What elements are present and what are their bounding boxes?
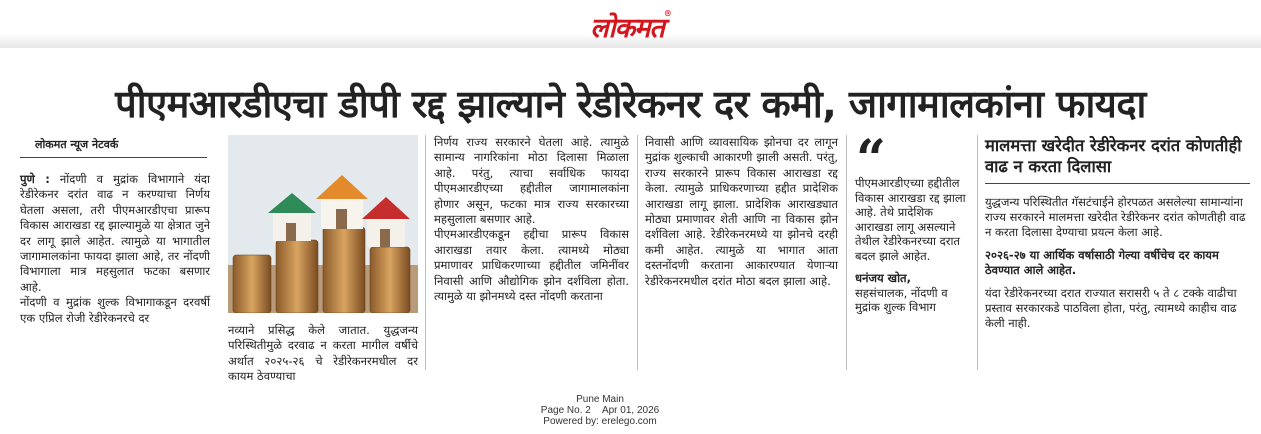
highlight-paragraph: २०२६-२७ या आर्थिक वर्षासाठी गेल्या वर्षीचेच दर कायम ठेवण्यात आले आहेत. xyxy=(985,248,1219,277)
sidebar-divider xyxy=(985,183,1250,184)
houses-on-coins-photo xyxy=(228,135,418,313)
article-column-3 xyxy=(434,135,629,304)
paragraph: पीएमआरडीएकडून हद्दीचा प्रारूप विकास आराखडा तयार केला. त्यामध्ये मोठ्या प्रमाणावर प्राधिकरणाच्या हद्दीतील जमिनींवर निवासी आणि औद्योगिक झोन दर्शविला होता. त्यामुळे या झोनमध्ये दस्त नोंदणी करताना xyxy=(434,227,629,304)
article-column-1 xyxy=(20,172,210,326)
powered-by: Powered by: erelego.com xyxy=(543,416,657,427)
paragraph: यंदा रेडीरेकनरच्या दरात राज्यात सरासरी ५ ते ८ टक्के वाढीचा प्रस्ताव सरकारकडे पाठविला होता, परंतु, त्यामध्ये काहीच वाढ केली नाही. xyxy=(985,286,1237,330)
column-divider xyxy=(425,135,426,370)
paragraph: निर्णय राज्य सरकारने घेतला आहे. त्यामुळे सामान्य नागरिकांना मोठा दिलासा मिळाला आहे. परंतु, त्याचा सर्वाधिक फायदा पीएमआरडीएच्या हद्दीतील जागामालकांना होणार असून, फटका मात्र राज्य सरकारच्या महसुलाला बसणार आहे. xyxy=(434,135,629,227)
quote-text: पीएमआरडीएच्या हद्दीतील विकास आराखडा रद्द झाला आहे. तेथे प्रादेशिक आराखडा लागू असल्याने तेथील रेडीरेकनरच्या दरात बदल झाले आहेत. xyxy=(855,176,966,263)
page-footer xyxy=(500,394,700,427)
quote-author: धनंजय खोत, xyxy=(855,271,911,285)
paragraph: नव्याने प्रसिद्ध केले जातात. युद्धजन्य परिस्थितीमुळे दरवाढ न करता मागील वर्षीचे अर्थात २०२५-२६ चे रेडीरेकनरमधील दर कायम ठेवण्याचा xyxy=(228,323,418,384)
quote-author-role: सहसंचालक, नोंदणी व मुद्रांक शुल्क विभाग xyxy=(855,285,948,314)
byline-divider xyxy=(20,157,207,158)
column-divider xyxy=(977,135,978,370)
paragraph: युद्धजन्य परिस्थितीत गॅसटंचाईने होरपळत असलेल्या सामान्यांना राज्य सरकारने मालमत्ता खरेदीत रेडीरेकनर दरांत कोणतीही वाढ न करता दिलासा देण्याचा प्रयत्न केला आहे. xyxy=(985,195,1246,239)
column-divider xyxy=(846,135,847,370)
page-info: Page No. 2 Apr 01, 2026 xyxy=(540,405,660,416)
sidebar-body xyxy=(985,195,1250,331)
edition-label: Pune Main xyxy=(576,394,624,405)
pull-quote xyxy=(855,176,971,315)
sidebar-title: मालमत्ता खरेदीत रेडीरेकनर दरांत कोणतीही वाढ न करता दिलासा xyxy=(985,136,1242,176)
houses-on-coins-image xyxy=(228,135,418,313)
article-column-2 xyxy=(228,323,418,385)
quote-icon: “ xyxy=(856,129,886,190)
paragraph: नोंदणी व मुद्रांक शुल्क विभागाकडून दरवर्षी एक एप्रिल रोजी रेडीरेकनरचे दर xyxy=(20,295,210,325)
paragraph: नोंदणी व मुद्रांक विभागाने यंदा रेडीरेकनर दरांत वाढ न करण्याचा निर्णय घेतला असला, तरी पीएमआरडीएचा प्रारूप विकास आराखडा रद्द झाल्यामुळे या क्षेत्रात जुने दर लागू झाले आहेत. त्यामुळे या भागातील जागामालकांना फायदा झाला आहे, तर नोंदणी विभागाला मात्र महसुलात फटका बसणार आहे. xyxy=(20,172,211,294)
lokmat-logo: लोकमत® xyxy=(590,8,671,44)
headline: पीएमआरडीएचा डीपी रद्द झाल्याने रेडीरेकनर दर कमी, जागामालकांना फायदा xyxy=(115,82,1146,126)
paragraph: निवासी आणि व्यावसायिक झोनचा दर लागून मुद्रांक शुल्काची आकारणी झाली असती. परंतु, राज्य सरकारने प्रारूप विकास आराखडा रद्द केला. त्यामुळे प्राधिकरणाच्या हद्दीत प्रादेशिक आराखडा लागू झाला. प्रादेशिक आराखड्यात मोठ्या प्रमाणावर शेती आणि ना विकास झोन दर्शविला आहे. रेडीरेकनरमध्ये या झोनचे दरही कमी आहेत. त्यामुळे या भागात आता दस्तनोंदणी करताना आकारण्यात येणाऱ्या रेडीरेकनरमधील दरांत मोठा बदल झाला आहे. xyxy=(645,135,838,288)
column-divider xyxy=(637,135,638,370)
article-column-4 xyxy=(645,135,838,289)
dateline: पुणे : xyxy=(20,172,50,186)
byline: लोकमत न्यूज नेटवर्क xyxy=(35,138,119,151)
masthead xyxy=(0,0,1261,48)
